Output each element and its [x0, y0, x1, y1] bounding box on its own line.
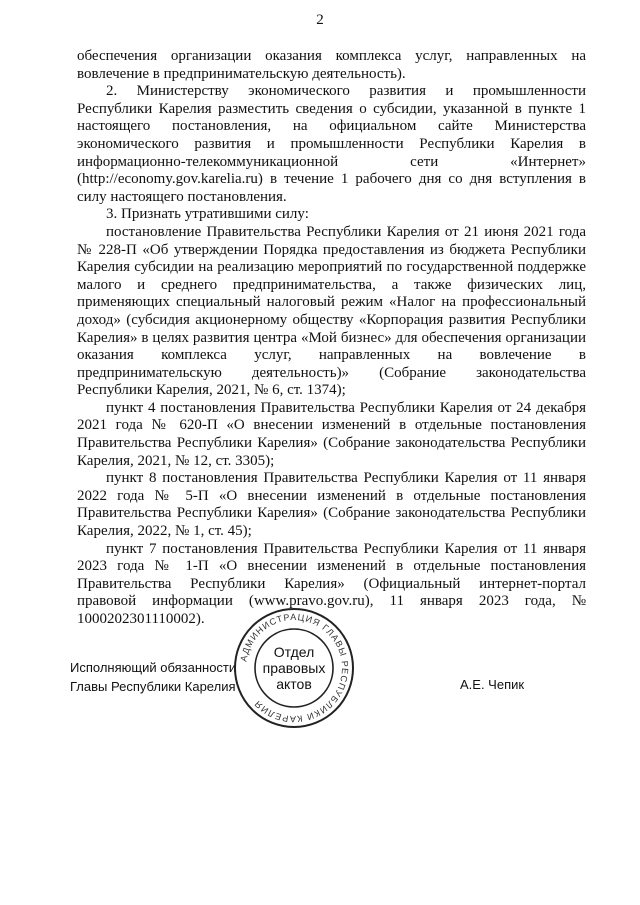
- paragraph-3: 3. Признать утратившими силу:: [106, 206, 309, 223]
- signer-position-line-1: Исполняющий обязанности: [70, 660, 237, 675]
- signer-name: А.Е. Чепик: [460, 677, 525, 692]
- stamp-center-line-3: актов: [276, 676, 312, 692]
- paragraph-2: 2. Министерству экономического развития и промышленности Республики Карелия разместить сведения о субсидии, указанной в пункте 1 настоящего постановления, на официальном сайте Министерства экономического развития и промышленности Республики Карелия в информационно-телекоммуникационной сети «Интернет» (http://economy.gov.karelia.ru) в течение 1 рабочего дня со дня вступления в силу настоящего постановления.: [77, 83, 586, 205]
- signature-block: [70, 658, 236, 696]
- legal-department-stamp: [232, 606, 356, 730]
- repealed-item-1: постановление Правительства Республики Карелия от 21 июня 2021 года № 228-П «Об утверждении Порядка предоставления из бюджета Республики Карелия субсидии на реализацию мероприятий по государственной поддержке малого и среднего предпринимательства, а также физических лиц, применяющих специальный налоговый режим «Налог на профессиональный доход» (субсидия акционерному обществу «Корпорация развития Республики Карелия» в целях развития центра «Мой бизнес» для обеспечения организации оказания комплекса услуг, направленных на вовлечение в предпринимательскую деятельность)» (Собрание законодательства Республики Карелия, 2021, № 6, ст. 1374);: [77, 223, 586, 399]
- page-number: 2: [316, 12, 324, 28]
- stamp-center-line-1: Отдел: [273, 644, 315, 660]
- document-body: [77, 48, 586, 629]
- repealed-item-3: пункт 8 постановления Правительства Республики Карелия от 11 января 2022 года № 5-П «О внесении изменений в отдельные постановления Правительства Республики Карелия» (Собрание законодательства Республики Карелия, 2022, № 1, ст. 45);: [77, 470, 586, 540]
- stamp-ring-text: АДМИНИСТРАЦИЯ ГЛАВЫ РЕСПУБЛИКИ КАРЕЛИЯ: [238, 611, 351, 725]
- repealed-item-2: пункт 4 постановления Правительства Республики Карелия от 24 декабря 2021 года № 620-П «О внесении изменений в отдельные постановления Правительства Республики Карелия» (Собрание законодательства Республики Карелия, 2021, № 12, ст. 3305);: [77, 399, 586, 469]
- signer-position-line-2: Главы Республики Карелия: [70, 679, 236, 694]
- paragraph-continuation: обеспечения организации оказания комплекса услуг, направленных на вовлечение в предпринимательскую деятельность).: [77, 48, 586, 82]
- stamp-seal: [232, 606, 356, 730]
- stamp-center-line-2: правовых: [262, 660, 326, 676]
- repealed-item-4: пункт 7 постановления Правительства Республики Карелия от 11 января 2023 года № 1-П «О внесении изменений в отдельные постановления Правительства Республики Карелия» (Официальный интернет-портал правовой информации (www.pravo.gov.ru), 11 января 2023 года, № 1000202301110002).: [77, 540, 586, 627]
